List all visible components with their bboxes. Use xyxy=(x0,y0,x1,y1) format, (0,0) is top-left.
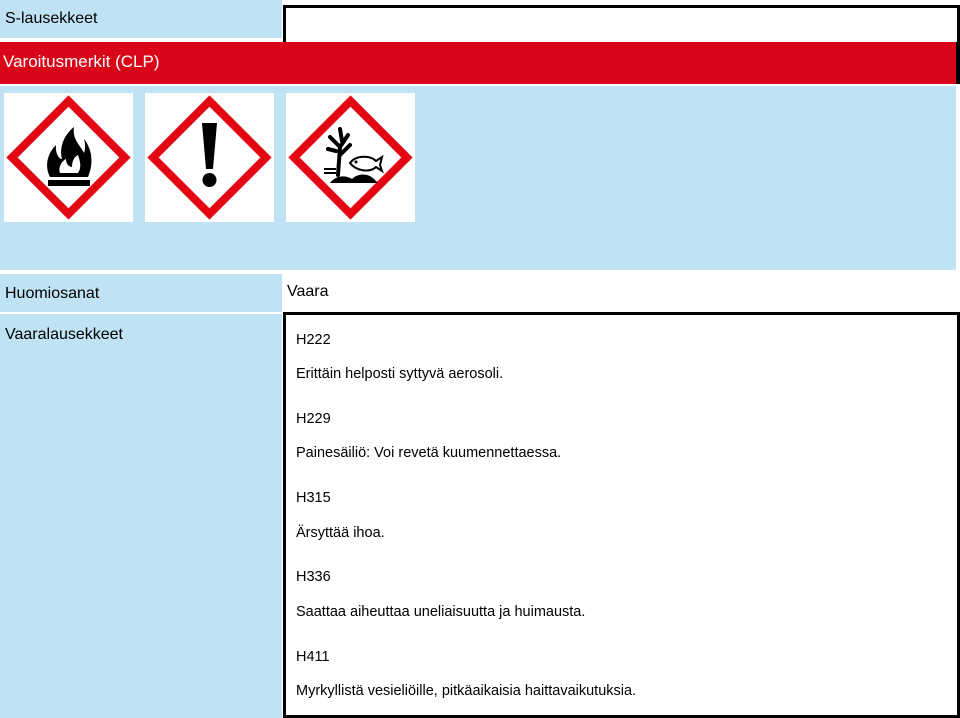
hazard-text-h411: Myrkyllistä vesieliöille, pitkäaikaisia haittavaikutuksia. xyxy=(296,683,637,699)
hazard-text-h229: Painesäiliö: Voi revetä kuumennettaessa. xyxy=(296,445,562,461)
clp-header: Varoitusmerkit (CLP) xyxy=(0,42,956,84)
flame-icon xyxy=(4,93,133,222)
hazard-code-h229: H229 xyxy=(296,411,331,427)
clp-header-edge xyxy=(956,42,960,84)
hazard-code-h315: H315 xyxy=(296,490,331,506)
s-statements-value xyxy=(283,5,960,47)
hazard-text-h336: Saattaa aiheuttaa uneliaisuutta ja huimausta. xyxy=(296,604,586,620)
signal-word-label: Huomiosanat xyxy=(0,274,282,312)
hazard-code-h411: H411 xyxy=(296,649,330,665)
pictogram-area xyxy=(0,86,956,270)
hazard-text-h222: Erittäin helposti syttyvä aerosoli. xyxy=(296,366,504,382)
hazard-statements-label: Vaaralausekkeet xyxy=(5,326,123,343)
hazard-statements-box xyxy=(283,312,960,718)
exclamation-mark-icon xyxy=(145,93,274,222)
s-statements-label: S-lausekkeet xyxy=(0,0,282,38)
hazard-label-column xyxy=(0,314,282,718)
signal-word-value: Vaara xyxy=(283,274,956,310)
hazard-text-h315: Ärsyttää ihoa. xyxy=(296,525,385,541)
environment-icon xyxy=(286,93,415,222)
hazard-code-h222: H222 xyxy=(296,332,331,348)
hazard-code-h336: H336 xyxy=(296,569,331,585)
